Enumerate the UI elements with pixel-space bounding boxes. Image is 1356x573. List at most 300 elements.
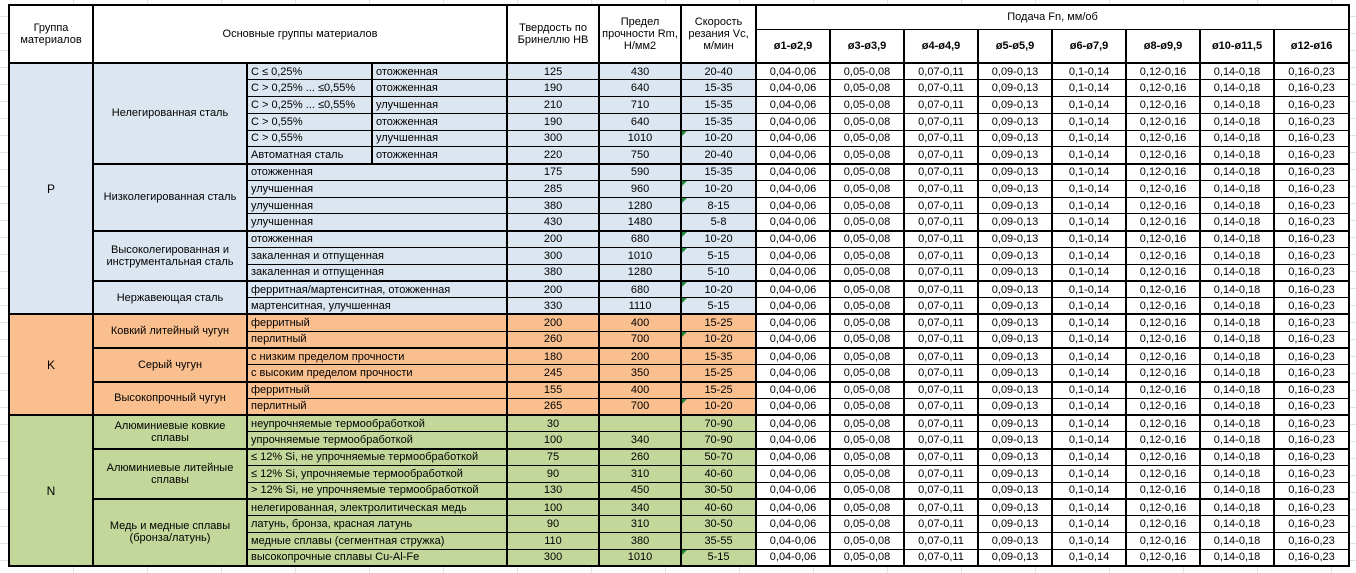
cell-feed-2[interactable]: 0,05-0,08 <box>830 482 904 499</box>
cell-feed-4[interactable]: 0,09-0,13 <box>978 331 1052 348</box>
cell-feed-7[interactable]: 0,14-0,18 <box>1200 331 1274 348</box>
cell-material-detail[interactable]: с низким пределом прочности <box>247 348 507 365</box>
cell-feed-8[interactable]: 0,16-0,23 <box>1274 247 1349 264</box>
cell-feed-4[interactable]: 0,09-0,13 <box>978 247 1052 264</box>
cell-cutting-speed-vc[interactable]: 5-8 <box>681 214 756 231</box>
cell-feed-6[interactable]: 0,12-0,16 <box>1126 247 1200 264</box>
cell-feed-8[interactable]: 0,16-0,23 <box>1274 482 1349 499</box>
cell-feed-3[interactable]: 0,07-0,11 <box>904 516 978 533</box>
cell-feed-3[interactable]: 0,07-0,11 <box>904 465 978 482</box>
cell-strength-rm[interactable]: 380 <box>599 532 681 549</box>
cell-hardness-hb[interactable]: 190 <box>507 113 599 130</box>
cell-material-detail[interactable]: закаленная и отпущенная <box>247 264 507 281</box>
cell-cutting-speed-vc[interactable]: 50-70 <box>681 449 756 466</box>
cell-strength-rm[interactable]: 310 <box>599 516 681 533</box>
cell-feed-4[interactable]: 0,09-0,13 <box>978 130 1052 147</box>
cell-feed-2[interactable]: 0,05-0,08 <box>830 63 904 80</box>
cell-feed-4[interactable]: 0,09-0,13 <box>978 298 1052 315</box>
cell-feed-1[interactable]: 0,04-0,06 <box>756 147 830 164</box>
cell-strength-rm[interactable]: 680 <box>599 281 681 298</box>
cell-feed-6[interactable]: 0,12-0,16 <box>1126 499 1200 516</box>
cell-feed-3[interactable]: 0,07-0,11 <box>904 113 978 130</box>
cell-subgroup-name[interactable]: Нелегированная сталь <box>93 63 247 164</box>
cell-hardness-hb[interactable]: 200 <box>507 281 599 298</box>
cell-feed-8[interactable]: 0,16-0,23 <box>1274 214 1349 231</box>
cell-composition[interactable]: Автоматная сталь <box>247 147 372 164</box>
cell-feed-8[interactable]: 0,16-0,23 <box>1274 499 1349 516</box>
cell-cutting-speed-vc[interactable]: 40-60 <box>681 465 756 482</box>
cell-feed-3[interactable]: 0,07-0,11 <box>904 331 978 348</box>
cell-feed-7[interactable]: 0,14-0,18 <box>1200 516 1274 533</box>
cell-cutting-speed-vc[interactable]: 10-20 <box>681 398 756 415</box>
cell-hardness-hb[interactable]: 100 <box>507 499 599 516</box>
cell-hardness-hb[interactable]: 210 <box>507 97 599 114</box>
cell-feed-6[interactable]: 0,12-0,16 <box>1126 264 1200 281</box>
cell-feed-2[interactable]: 0,05-0,08 <box>830 348 904 365</box>
cell-feed-3[interactable]: 0,07-0,11 <box>904 549 978 566</box>
cell-cutting-speed-vc[interactable]: 15-25 <box>681 314 756 331</box>
cell-feed-3[interactable]: 0,07-0,11 <box>904 281 978 298</box>
cell-hardness-hb[interactable]: 110 <box>507 532 599 549</box>
cell-feed-6[interactable]: 0,12-0,16 <box>1126 281 1200 298</box>
cell-subgroup-name[interactable]: Серый чугун <box>93 348 247 382</box>
cell-feed-2[interactable]: 0,05-0,08 <box>830 113 904 130</box>
cell-feed-4[interactable]: 0,09-0,13 <box>978 164 1052 181</box>
cell-feed-3[interactable]: 0,07-0,11 <box>904 164 978 181</box>
cell-feed-2[interactable]: 0,05-0,08 <box>830 197 904 214</box>
cell-feed-6[interactable]: 0,12-0,16 <box>1126 432 1200 449</box>
cell-cutting-speed-vc[interactable]: 15-35 <box>681 164 756 181</box>
cell-feed-6[interactable]: 0,12-0,16 <box>1126 197 1200 214</box>
cell-subgroup-name[interactable]: Нержавеющая сталь <box>93 281 247 315</box>
cell-feed-1[interactable]: 0,04-0,06 <box>756 80 830 97</box>
cell-feed-5[interactable]: 0,1-0,14 <box>1052 365 1126 382</box>
cell-feed-5[interactable]: 0,1-0,14 <box>1052 415 1126 432</box>
cell-feed-2[interactable]: 0,05-0,08 <box>830 298 904 315</box>
cell-feed-4[interactable]: 0,09-0,13 <box>978 348 1052 365</box>
cell-feed-1[interactable]: 0,04-0,06 <box>756 432 830 449</box>
cell-hardness-hb[interactable]: 380 <box>507 264 599 281</box>
cell-strength-rm[interactable]: 1280 <box>599 264 681 281</box>
header-feed[interactable]: Подача Fn, мм/об <box>756 5 1349 29</box>
cell-feed-3[interactable]: 0,07-0,11 <box>904 80 978 97</box>
cell-feed-1[interactable]: 0,04-0,06 <box>756 264 830 281</box>
cell-strength-rm[interactable]: 340 <box>599 432 681 449</box>
cell-strength-rm[interactable]: 1010 <box>599 549 681 566</box>
cell-subgroup-name[interactable]: Высокопрочный чугун <box>93 382 247 416</box>
cell-feed-5[interactable]: 0,1-0,14 <box>1052 382 1126 399</box>
cell-feed-8[interactable]: 0,16-0,23 <box>1274 130 1349 147</box>
cell-strength-rm[interactable]: 680 <box>599 231 681 248</box>
cell-strength-rm[interactable]: 960 <box>599 180 681 197</box>
cell-feed-2[interactable]: 0,05-0,08 <box>830 180 904 197</box>
cell-feed-3[interactable]: 0,07-0,11 <box>904 365 978 382</box>
cell-feed-7[interactable]: 0,14-0,18 <box>1200 382 1274 399</box>
cell-feed-7[interactable]: 0,14-0,18 <box>1200 214 1274 231</box>
cell-feed-2[interactable]: 0,05-0,08 <box>830 231 904 248</box>
cell-hardness-hb[interactable]: 220 <box>507 147 599 164</box>
cell-feed-1[interactable]: 0,04-0,06 <box>756 482 830 499</box>
header-feed-d8[interactable]: ø12-ø16 <box>1274 29 1349 63</box>
cell-state[interactable]: отожженная <box>372 80 507 97</box>
cell-strength-rm[interactable]: 640 <box>599 80 681 97</box>
cell-hardness-hb[interactable]: 200 <box>507 231 599 248</box>
cell-feed-5[interactable]: 0,1-0,14 <box>1052 314 1126 331</box>
cell-feed-5[interactable]: 0,1-0,14 <box>1052 130 1126 147</box>
cell-feed-7[interactable]: 0,14-0,18 <box>1200 415 1274 432</box>
cell-feed-5[interactable]: 0,1-0,14 <box>1052 180 1126 197</box>
cell-feed-4[interactable]: 0,09-0,13 <box>978 97 1052 114</box>
cell-feed-1[interactable]: 0,04-0,06 <box>756 549 830 566</box>
cell-feed-4[interactable]: 0,09-0,13 <box>978 499 1052 516</box>
cell-feed-8[interactable]: 0,16-0,23 <box>1274 516 1349 533</box>
cell-hardness-hb[interactable]: 330 <box>507 298 599 315</box>
cell-composition[interactable]: C > 0,25% ... ≤0,55% <box>247 97 372 114</box>
cell-composition[interactable]: C > 0,55% <box>247 130 372 147</box>
cell-feed-2[interactable]: 0,05-0,08 <box>830 331 904 348</box>
cell-feed-8[interactable]: 0,16-0,23 <box>1274 63 1349 80</box>
cell-feed-6[interactable]: 0,12-0,16 <box>1126 113 1200 130</box>
cell-hardness-hb[interactable]: 300 <box>507 247 599 264</box>
cell-feed-3[interactable]: 0,07-0,11 <box>904 314 978 331</box>
cell-strength-rm[interactable]: 710 <box>599 97 681 114</box>
cell-subgroup-name[interactable]: Алюминиевые литейные сплавы <box>93 449 247 499</box>
cell-feed-1[interactable]: 0,04-0,06 <box>756 415 830 432</box>
cell-feed-2[interactable]: 0,05-0,08 <box>830 147 904 164</box>
cell-feed-6[interactable]: 0,12-0,16 <box>1126 298 1200 315</box>
cell-feed-7[interactable]: 0,14-0,18 <box>1200 365 1274 382</box>
cell-material-detail[interactable]: ≤ 12% Si, не упрочняемые термообработкой <box>247 449 507 466</box>
cell-cutting-speed-vc[interactable]: 10-20 <box>681 281 756 298</box>
cell-feed-1[interactable]: 0,04-0,06 <box>756 97 830 114</box>
cell-feed-4[interactable]: 0,09-0,13 <box>978 314 1052 331</box>
cell-feed-8[interactable]: 0,16-0,23 <box>1274 532 1349 549</box>
cell-feed-4[interactable]: 0,09-0,13 <box>978 449 1052 466</box>
cell-feed-7[interactable]: 0,14-0,18 <box>1200 298 1274 315</box>
cell-material-detail[interactable]: отожженная <box>247 164 507 181</box>
header-tensile-strength[interactable]: Предел прочности Rm, Н/мм2 <box>599 5 681 63</box>
cell-feed-7[interactable]: 0,14-0,18 <box>1200 432 1274 449</box>
cell-hardness-hb[interactable]: 200 <box>507 314 599 331</box>
cell-feed-8[interactable]: 0,16-0,23 <box>1274 180 1349 197</box>
cell-strength-rm[interactable]: 1280 <box>599 197 681 214</box>
cell-feed-2[interactable]: 0,05-0,08 <box>830 398 904 415</box>
cell-strength-rm[interactable]: 350 <box>599 365 681 382</box>
cell-feed-5[interactable]: 0,1-0,14 <box>1052 499 1126 516</box>
cell-feed-1[interactable]: 0,04-0,06 <box>756 63 830 80</box>
cell-cutting-speed-vc[interactable]: 15-35 <box>681 348 756 365</box>
cell-feed-2[interactable]: 0,05-0,08 <box>830 499 904 516</box>
cell-feed-6[interactable]: 0,12-0,16 <box>1126 516 1200 533</box>
cell-feed-3[interactable]: 0,07-0,11 <box>904 298 978 315</box>
cell-feed-7[interactable]: 0,14-0,18 <box>1200 499 1274 516</box>
cell-feed-3[interactable]: 0,07-0,11 <box>904 97 978 114</box>
cell-feed-3[interactable]: 0,07-0,11 <box>904 449 978 466</box>
cell-strength-rm[interactable]: 590 <box>599 164 681 181</box>
cell-feed-7[interactable]: 0,14-0,18 <box>1200 482 1274 499</box>
cell-strength-rm[interactable]: 1010 <box>599 130 681 147</box>
cell-feed-6[interactable]: 0,12-0,16 <box>1126 147 1200 164</box>
cell-strength-rm[interactable]: 200 <box>599 348 681 365</box>
cell-material-detail[interactable]: неупрочняемые термообработкой <box>247 415 507 432</box>
cell-feed-7[interactable]: 0,14-0,18 <box>1200 63 1274 80</box>
cell-feed-2[interactable]: 0,05-0,08 <box>830 415 904 432</box>
cell-feed-2[interactable]: 0,05-0,08 <box>830 264 904 281</box>
cell-feed-1[interactable]: 0,04-0,06 <box>756 348 830 365</box>
cell-cutting-speed-vc[interactable]: 5-15 <box>681 247 756 264</box>
cell-strength-rm[interactable]: 340 <box>599 499 681 516</box>
cell-feed-4[interactable]: 0,09-0,13 <box>978 465 1052 482</box>
cell-feed-5[interactable]: 0,1-0,14 <box>1052 516 1126 533</box>
cell-feed-4[interactable]: 0,09-0,13 <box>978 398 1052 415</box>
cell-feed-1[interactable]: 0,04-0,06 <box>756 314 830 331</box>
cell-feed-3[interactable]: 0,07-0,11 <box>904 214 978 231</box>
cell-feed-5[interactable]: 0,1-0,14 <box>1052 281 1126 298</box>
cell-feed-8[interactable]: 0,16-0,23 <box>1274 197 1349 214</box>
cell-feed-3[interactable]: 0,07-0,11 <box>904 482 978 499</box>
cell-feed-8[interactable]: 0,16-0,23 <box>1274 549 1349 566</box>
cell-hardness-hb[interactable]: 130 <box>507 482 599 499</box>
cell-feed-4[interactable]: 0,09-0,13 <box>978 264 1052 281</box>
header-main-groups[interactable]: Основные группы материалов <box>93 5 507 63</box>
cell-feed-4[interactable]: 0,09-0,13 <box>978 549 1052 566</box>
cell-feed-5[interactable]: 0,1-0,14 <box>1052 264 1126 281</box>
cell-composition[interactable]: C ≤ 0,25% <box>247 63 372 80</box>
cell-feed-6[interactable]: 0,12-0,16 <box>1126 465 1200 482</box>
cell-strength-rm[interactable]: 400 <box>599 382 681 399</box>
cell-feed-8[interactable]: 0,16-0,23 <box>1274 415 1349 432</box>
cell-feed-8[interactable]: 0,16-0,23 <box>1274 382 1349 399</box>
cell-feed-8[interactable]: 0,16-0,23 <box>1274 348 1349 365</box>
cell-feed-2[interactable]: 0,05-0,08 <box>830 97 904 114</box>
cell-cutting-speed-vc[interactable]: 10-20 <box>681 331 756 348</box>
cell-feed-8[interactable]: 0,16-0,23 <box>1274 80 1349 97</box>
cell-feed-6[interactable]: 0,12-0,16 <box>1126 382 1200 399</box>
header-feed-d3[interactable]: ø4-ø4,9 <box>904 29 978 63</box>
cell-feed-5[interactable]: 0,1-0,14 <box>1052 147 1126 164</box>
cell-feed-2[interactable]: 0,05-0,08 <box>830 465 904 482</box>
cell-feed-2[interactable]: 0,05-0,08 <box>830 382 904 399</box>
cell-feed-5[interactable]: 0,1-0,14 <box>1052 164 1126 181</box>
cell-hardness-hb[interactable]: 300 <box>507 549 599 566</box>
cell-feed-1[interactable]: 0,04-0,06 <box>756 365 830 382</box>
cell-cutting-speed-vc[interactable]: 15-35 <box>681 80 756 97</box>
cell-feed-5[interactable]: 0,1-0,14 <box>1052 231 1126 248</box>
cell-cutting-speed-vc[interactable]: 20-40 <box>681 147 756 164</box>
cell-cutting-speed-vc[interactable]: 40-60 <box>681 499 756 516</box>
cell-feed-2[interactable]: 0,05-0,08 <box>830 164 904 181</box>
cell-strength-rm[interactable] <box>599 415 681 432</box>
cell-cutting-speed-vc[interactable]: 35-55 <box>681 532 756 549</box>
cell-feed-1[interactable]: 0,04-0,06 <box>756 465 830 482</box>
header-feed-d7[interactable]: ø10-ø11,5 <box>1200 29 1274 63</box>
cell-feed-8[interactable]: 0,16-0,23 <box>1274 298 1349 315</box>
cell-feed-4[interactable]: 0,09-0,13 <box>978 63 1052 80</box>
cell-feed-4[interactable]: 0,09-0,13 <box>978 147 1052 164</box>
cell-feed-3[interactable]: 0,07-0,11 <box>904 130 978 147</box>
cell-cutting-speed-vc[interactable]: 70-90 <box>681 432 756 449</box>
cell-feed-8[interactable]: 0,16-0,23 <box>1274 97 1349 114</box>
cell-cutting-speed-vc[interactable]: 10-20 <box>681 231 756 248</box>
header-cutting-speed[interactable]: Скорость резания Vc, м/мин <box>681 5 756 63</box>
cell-feed-6[interactable]: 0,12-0,16 <box>1126 532 1200 549</box>
cell-feed-5[interactable]: 0,1-0,14 <box>1052 549 1126 566</box>
cell-feed-2[interactable]: 0,05-0,08 <box>830 314 904 331</box>
cell-hardness-hb[interactable]: 190 <box>507 80 599 97</box>
cell-feed-6[interactable]: 0,12-0,16 <box>1126 80 1200 97</box>
cell-composition[interactable]: C > 0,25% ... ≤0,55% <box>247 80 372 97</box>
cell-cutting-speed-vc[interactable]: 10-20 <box>681 130 756 147</box>
cell-feed-4[interactable]: 0,09-0,13 <box>978 281 1052 298</box>
cell-material-detail[interactable]: медные сплавы (сегментная стружка) <box>247 532 507 549</box>
header-feed-d2[interactable]: ø3-ø3,9 <box>830 29 904 63</box>
cell-subgroup-name[interactable]: Низколегированная сталь <box>93 164 247 231</box>
cell-feed-5[interactable]: 0,1-0,14 <box>1052 80 1126 97</box>
cell-feed-8[interactable]: 0,16-0,23 <box>1274 465 1349 482</box>
cell-feed-8[interactable]: 0,16-0,23 <box>1274 164 1349 181</box>
cell-strength-rm[interactable]: 310 <box>599 465 681 482</box>
cell-subgroup-name[interactable]: Алюминиевые ковкие сплавы <box>93 415 247 449</box>
cell-state[interactable]: отожженная <box>372 113 507 130</box>
cell-feed-7[interactable]: 0,14-0,18 <box>1200 348 1274 365</box>
cell-material-detail[interactable]: перлитный <box>247 398 507 415</box>
cell-hardness-hb[interactable]: 125 <box>507 63 599 80</box>
cell-feed-6[interactable]: 0,12-0,16 <box>1126 398 1200 415</box>
header-feed-d1[interactable]: ø1-ø2,9 <box>756 29 830 63</box>
cell-feed-8[interactable]: 0,16-0,23 <box>1274 314 1349 331</box>
cell-feed-6[interactable]: 0,12-0,16 <box>1126 314 1200 331</box>
cell-strength-rm[interactable]: 450 <box>599 482 681 499</box>
cell-feed-5[interactable]: 0,1-0,14 <box>1052 532 1126 549</box>
cell-cutting-speed-vc[interactable]: 5-10 <box>681 264 756 281</box>
cell-feed-3[interactable]: 0,07-0,11 <box>904 231 978 248</box>
cell-hardness-hb[interactable]: 180 <box>507 348 599 365</box>
cell-cutting-speed-vc[interactable]: 5-15 <box>681 298 756 315</box>
cell-feed-7[interactable]: 0,14-0,18 <box>1200 247 1274 264</box>
cell-feed-4[interactable]: 0,09-0,13 <box>978 231 1052 248</box>
cell-feed-6[interactable]: 0,12-0,16 <box>1126 164 1200 181</box>
cell-strength-rm[interactable]: 700 <box>599 331 681 348</box>
cell-feed-8[interactable]: 0,16-0,23 <box>1274 281 1349 298</box>
cell-feed-8[interactable]: 0,16-0,23 <box>1274 113 1349 130</box>
cell-feed-4[interactable]: 0,09-0,13 <box>978 482 1052 499</box>
cell-feed-3[interactable]: 0,07-0,11 <box>904 532 978 549</box>
cell-feed-7[interactable]: 0,14-0,18 <box>1200 80 1274 97</box>
cell-material-detail[interactable]: ≤ 12% Si, упрочняемые термообработкой <box>247 465 507 482</box>
cell-feed-1[interactable]: 0,04-0,06 <box>756 331 830 348</box>
cell-feed-8[interactable]: 0,16-0,23 <box>1274 432 1349 449</box>
cell-hardness-hb[interactable]: 430 <box>507 214 599 231</box>
cell-material-detail[interactable]: высокопрочные сплавы Cu-Al-Fe <box>247 549 507 566</box>
cell-feed-6[interactable]: 0,12-0,16 <box>1126 180 1200 197</box>
cell-cutting-speed-vc[interactable]: 20-40 <box>681 63 756 80</box>
cell-feed-5[interactable]: 0,1-0,14 <box>1052 214 1126 231</box>
cell-feed-7[interactable]: 0,14-0,18 <box>1200 97 1274 114</box>
cell-feed-1[interactable]: 0,04-0,06 <box>756 130 830 147</box>
cell-feed-7[interactable]: 0,14-0,18 <box>1200 130 1274 147</box>
cell-feed-7[interactable]: 0,14-0,18 <box>1200 314 1274 331</box>
cell-hardness-hb[interactable]: 100 <box>507 432 599 449</box>
cell-cutting-speed-vc[interactable]: 8-15 <box>681 197 756 214</box>
cell-feed-3[interactable]: 0,07-0,11 <box>904 499 978 516</box>
cell-feed-1[interactable]: 0,04-0,06 <box>756 164 830 181</box>
cell-feed-3[interactable]: 0,07-0,11 <box>904 247 978 264</box>
cell-feed-1[interactable]: 0,04-0,06 <box>756 532 830 549</box>
cell-feed-2[interactable]: 0,05-0,08 <box>830 532 904 549</box>
cell-feed-4[interactable]: 0,09-0,13 <box>978 365 1052 382</box>
cell-feed-8[interactable]: 0,16-0,23 <box>1274 147 1349 164</box>
cell-material-detail[interactable]: ферритная/мартенситная, отожженная <box>247 281 507 298</box>
cell-feed-2[interactable]: 0,05-0,08 <box>830 130 904 147</box>
cell-hardness-hb[interactable]: 380 <box>507 197 599 214</box>
cell-feed-8[interactable]: 0,16-0,23 <box>1274 331 1349 348</box>
cell-feed-7[interactable]: 0,14-0,18 <box>1200 180 1274 197</box>
cell-feed-7[interactable]: 0,14-0,18 <box>1200 231 1274 248</box>
cell-feed-5[interactable]: 0,1-0,14 <box>1052 63 1126 80</box>
cell-feed-2[interactable]: 0,05-0,08 <box>830 549 904 566</box>
cell-feed-3[interactable]: 0,07-0,11 <box>904 264 978 281</box>
cell-feed-6[interactable]: 0,12-0,16 <box>1126 415 1200 432</box>
cell-feed-1[interactable]: 0,04-0,06 <box>756 516 830 533</box>
cell-feed-7[interactable]: 0,14-0,18 <box>1200 465 1274 482</box>
cell-feed-5[interactable]: 0,1-0,14 <box>1052 298 1126 315</box>
cell-feed-1[interactable]: 0,04-0,06 <box>756 113 830 130</box>
cell-feed-5[interactable]: 0,1-0,14 <box>1052 331 1126 348</box>
cell-hardness-hb[interactable]: 75 <box>507 449 599 466</box>
cell-material-detail[interactable]: отожженная <box>247 231 507 248</box>
cell-feed-3[interactable]: 0,07-0,11 <box>904 348 978 365</box>
cell-hardness-hb[interactable]: 175 <box>507 164 599 181</box>
cell-feed-5[interactable]: 0,1-0,14 <box>1052 348 1126 365</box>
cell-feed-7[interactable]: 0,14-0,18 <box>1200 264 1274 281</box>
cell-feed-4[interactable]: 0,09-0,13 <box>978 197 1052 214</box>
cell-feed-4[interactable]: 0,09-0,13 <box>978 214 1052 231</box>
header-feed-d5[interactable]: ø6-ø7,9 <box>1052 29 1126 63</box>
header-feed-d4[interactable]: ø5-ø5,9 <box>978 29 1052 63</box>
cell-material-detail[interactable]: улучшенная <box>247 214 507 231</box>
cell-feed-4[interactable]: 0,09-0,13 <box>978 415 1052 432</box>
cell-feed-5[interactable]: 0,1-0,14 <box>1052 197 1126 214</box>
cell-feed-8[interactable]: 0,16-0,23 <box>1274 398 1349 415</box>
cell-feed-7[interactable]: 0,14-0,18 <box>1200 449 1274 466</box>
cell-feed-5[interactable]: 0,1-0,14 <box>1052 97 1126 114</box>
cell-material-detail[interactable]: упрочняемые термообработкой <box>247 432 507 449</box>
cell-feed-1[interactable]: 0,04-0,06 <box>756 382 830 399</box>
cell-feed-6[interactable]: 0,12-0,16 <box>1126 331 1200 348</box>
header-feed-d6[interactable]: ø8-ø9,9 <box>1126 29 1200 63</box>
cell-cutting-speed-vc[interactable]: 30-50 <box>681 482 756 499</box>
cell-feed-6[interactable]: 0,12-0,16 <box>1126 63 1200 80</box>
cell-strength-rm[interactable]: 700 <box>599 398 681 415</box>
cell-strength-rm[interactable]: 1110 <box>599 298 681 315</box>
cell-state[interactable]: отожженная <box>372 147 507 164</box>
cell-hardness-hb[interactable]: 90 <box>507 516 599 533</box>
cell-cutting-speed-vc[interactable]: 30-50 <box>681 516 756 533</box>
cell-group-code[interactable]: K <box>9 314 93 415</box>
header-material-group[interactable]: Группа материалов <box>9 5 93 63</box>
cell-strength-rm[interactable]: 750 <box>599 147 681 164</box>
cell-material-detail[interactable]: мартенситная, улучшенная <box>247 298 507 315</box>
cell-feed-1[interactable]: 0,04-0,06 <box>756 180 830 197</box>
cell-material-detail[interactable]: > 12% Si, не упрочняемые термообработкой <box>247 482 507 499</box>
cell-strength-rm[interactable]: 1010 <box>599 247 681 264</box>
cell-material-detail[interactable]: нелегированная, электролитическая медь <box>247 499 507 516</box>
cell-feed-5[interactable]: 0,1-0,14 <box>1052 113 1126 130</box>
cell-subgroup-name[interactable]: Медь и медные сплавы (бронза/латунь) <box>93 499 247 566</box>
cell-feed-6[interactable]: 0,12-0,16 <box>1126 482 1200 499</box>
cell-feed-2[interactable]: 0,05-0,08 <box>830 281 904 298</box>
cell-cutting-speed-vc[interactable]: 5-15 <box>681 549 756 566</box>
